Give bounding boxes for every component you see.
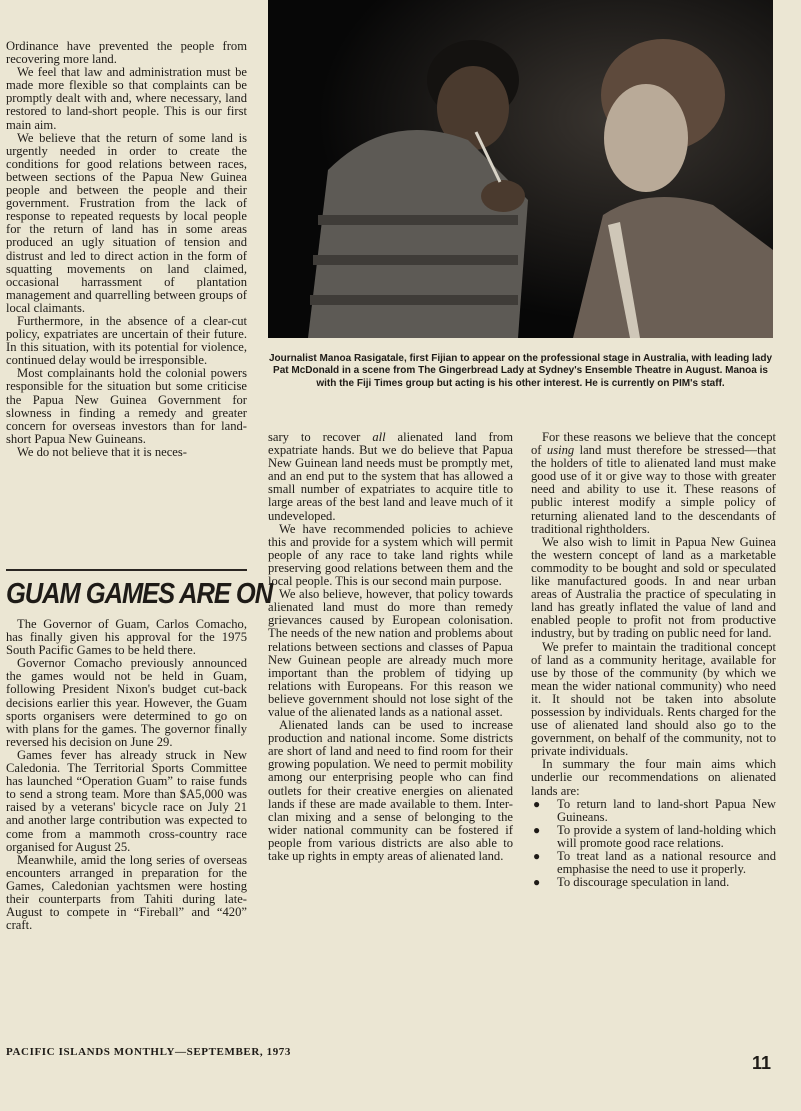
- list-item: [531, 850, 776, 876]
- paragraph-text: alienated land from expatriate hands. But we do believe that Papua New Guinean land needs must be promptly met, and an end put to the system that has allowed a small number of expatriates to acquire title to large areas of the best land and leave much of it undeveloped.: [268, 430, 513, 523]
- emphasis: using: [546, 443, 575, 458]
- theatre-photo: [268, 0, 773, 338]
- paragraph: In summary the four main aims which underlie our recommendations on alienated lands are:: [531, 757, 776, 798]
- list-item-text: To return land to land-short Papua New Guineans.: [557, 796, 776, 824]
- aims-list: [531, 798, 776, 890]
- guam-article: [6, 618, 247, 932]
- list-item-text: To treat land as a national resource and emphasise the need to use it properly.: [557, 849, 776, 877]
- section-divider: [6, 569, 247, 571]
- paragraph: Games fever has already struck in New Caledonia. The Territorial Sports Committee has launched “Operation Guam” to raise funds to send a strong team. More than $A5,000 was raised by a veterans' bicycle race on July 21 and another large contribution was expected to come from a mammoth cross-country race organised for August 25.: [6, 747, 247, 854]
- guam-headline: GUAM GAMES ARE ON: [6, 578, 273, 610]
- paragraph: We also believe, however, that policy towards alienated land must do more than remedy grievances caused by European colonisation. The needs of the new nation and problems about relations between sections and classes of Papua New Guinean people are already much more important than the problem of tidying up relations with Europeans. For this reason we believe government should not lose sight of the value of the alienated lands as a national asset.: [268, 587, 513, 719]
- list-item-text: To discourage speculation in land.: [557, 875, 730, 890]
- article-column-1: [6, 40, 247, 459]
- paragraph: Alienated lands can be used to increase production and national income. Some districts are short of land and need to find room for their growing population. We need to permit mobility among our enterprising people who can find outlets for their creative energies on alienated lands if these are made available to them. Inter-clan mixing and a sense of belonging to the wider national community can be fostered if people from various districts are also able to take up rights in empty areas of alienated land.: [268, 718, 513, 863]
- list-item: [531, 876, 776, 889]
- list-item: [531, 798, 776, 824]
- paragraph: Furthermore, in the absence of a clear-cut policy, expatriates are uncertain of their future. In this situation, with its potential for violence, continued delay would be irresponsible.: [6, 313, 247, 368]
- paragraph: Most complainants hold the colonial powers responsible for the situation but some criticise the Papua New Guinea Government for slowness in finding a remedy and greater concern for overseas investors than for land-short Papua New Guineans.: [6, 366, 247, 446]
- bullet-icon: ●: [533, 875, 541, 890]
- paragraph-text: For these reasons we believe that the concept of: [531, 430, 776, 458]
- paragraph-text: sary to recover: [268, 430, 373, 444]
- article-column-3: [531, 431, 776, 889]
- article-column-2: [268, 431, 513, 863]
- emphasis: all: [372, 430, 386, 444]
- paragraph: We feel that law and administration must be made more flexible so that complaints can be promptly dealt with and, where necessary, land restored to land-short people. This is our first main aim.: [6, 65, 247, 132]
- list-item: [531, 824, 776, 850]
- list-item-text: To provide a system of land-holding which will promote good race relations.: [557, 822, 776, 850]
- paragraph: We believe that the return of some land is urgently needed in order to create the conditions for good relations between races, between sections of the Papua New Guinea people and between the people and their government. Frustration from the lack of response to repeated requests by local people for the return of land has in some areas produced an ugly situation of tension and distrust and led to direct action in the form of squatting movements on land claimed, occasional harrassment of plantation management and quarrelling between groups of local claimants.: [6, 130, 247, 315]
- running-footer: PACIFIC ISLANDS MONTHLY—SEPTEMBER, 1973: [6, 1046, 291, 1058]
- paragraph-text: land must therefore be stressed—that the holders of title to alienated land must make good use of it or give way to those with greater need and ability to use it. These reasons of public interest modify a simple policy of returning alienated land to the descendants of traditional rightholders.: [531, 443, 776, 536]
- paragraph: We have recommended policies to achieve this and provide for a system which will permit people of any race to take land rights while preserving good relations between them and the local people. This is our second main purpose.: [268, 521, 513, 589]
- paragraph: Meanwhile, amid the long series of overseas encounters arranged in preparation for the Games, Caledonian yachtsmen were hosting their counterparts from Tahiti during late-August to compete in “Fireball” and “420” craft.: [6, 852, 247, 933]
- paragraph: [268, 431, 513, 523]
- paragraph: [531, 431, 776, 536]
- bullet-icon: ●: [533, 822, 541, 837]
- paragraph: Governor Comacho previously announced the games would not be held in Guam, following President Nixon's budget cut-back decisions earlier this year. However, the Guam sports organisers were determined to go on with plans for the games. The governor finally reversed his decision on June 29.: [6, 656, 247, 749]
- bullet-icon: ●: [533, 849, 541, 863]
- photo-caption: Journalist Manoa Rasigatale, first Fijian to appear on the professional stage in Australia, with leading lady Pat McDonald in a scene from The Gingerbread Lady at Sydney's Ensemble Theatre in August. Manoa is with the Fiji Times group but acting is his other interest. He is currently on PIM's staff.: [268, 353, 773, 389]
- paragraph: Ordinance have prevented the people from recovering more land.: [6, 39, 247, 67]
- page-number: 11: [751, 1053, 771, 1073]
- paragraph: We do not believe that it is neces-: [17, 444, 187, 459]
- paragraph: The Governor of Guam, Carlos Comacho, has finally given his approval for the 1975 South Pacific Games to be held there.: [6, 617, 247, 658]
- paragraph: We prefer to maintain the traditional concept of land as a community heritage, available for use by those of the community (by which we mean the wider national community) who need it. It should not be taken into absolute possession by individuals. Rents charged for the use of alienated land should also go to the government, on behalf of the community, not to private individuals.: [531, 639, 776, 759]
- bullet-icon: ●: [533, 796, 541, 811]
- paragraph: We also wish to limit in Papua New Guinea the western concept of land as a marketable commodity to be bought and sold or speculated like manufactured goods. In and near urban areas of Australia the practice of speculating in land has greatly inflated the value of land and enabled people to profit not from productive industry, but by trading on public need for land.: [531, 534, 776, 641]
